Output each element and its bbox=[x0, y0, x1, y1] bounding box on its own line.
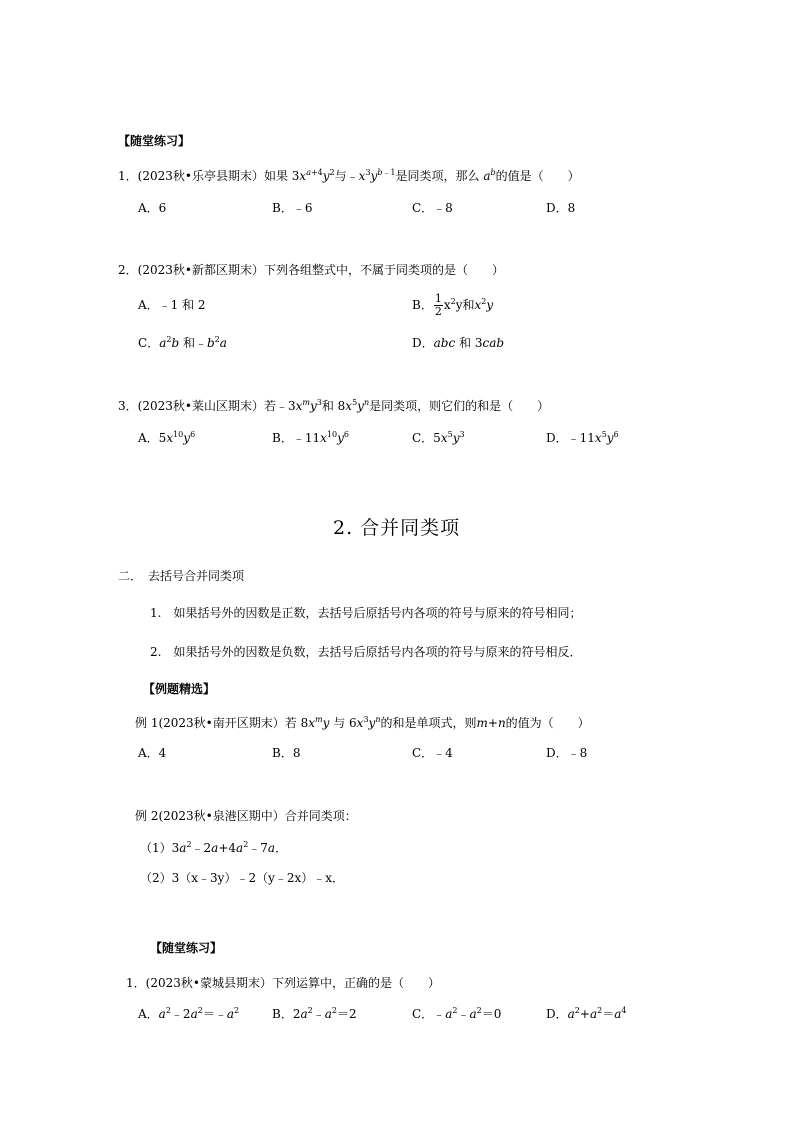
question-source: (2023秋•莱山区期末） bbox=[137, 399, 264, 413]
p2q1-option-b: B．$2a^2﹣a^2=2$ bbox=[272, 1006, 357, 1021]
question-source: (2023秋•泉港区期中） bbox=[158, 809, 285, 823]
ex1-option-c: C．﹣4 bbox=[412, 746, 453, 760]
question-2: 2．(2023秋•新都区期末）下列各组整式中，不属于同类项的是（ ） bbox=[118, 263, 504, 277]
q2-option-a: A．﹣1 和 2 bbox=[138, 298, 206, 312]
q2-option-b: B． $\frac{1}{2}$ $x^2y$和$x^2y$ bbox=[412, 292, 494, 318]
rule-1: 1. 如果括号外的因数是正数，去括号后原括号内各项的符号与原来的符号相同； bbox=[150, 606, 582, 620]
q1-option-c: C．﹣8 bbox=[412, 201, 453, 215]
practice2-question-1: 1．(2023秋•蒙城县期末）下列运算中，正确的是（ ） bbox=[126, 976, 440, 990]
question-1: 1．(2023秋•乐亭县期末）如果 $3x^{a+4}y^2$与$﹣x^3y^{b﹣1}$是同类项，那么 $a^b$的值是（ ） bbox=[118, 168, 580, 183]
q3-option-a: A．$5x^{10}y^6$ bbox=[138, 430, 196, 445]
examples-header: 【例题精选】 bbox=[143, 682, 216, 696]
practice-header: 【随堂练习】 bbox=[118, 134, 191, 148]
p2q1-option-a: A．$a^2﹣2a^2=﹣a^2$ bbox=[138, 1006, 240, 1021]
p2q1-option-d: D．$a^2+a^2=a^4$ bbox=[546, 1006, 627, 1021]
q2-option-c: C．$a^2b$ 和$﹣b^2a$ bbox=[138, 335, 227, 350]
question-source: (2023秋•乐亭县期末） bbox=[137, 169, 264, 183]
section-title: 2. 合并同类项 bbox=[333, 517, 461, 539]
q3-option-b: B．$﹣11x^{10}y^6$ bbox=[272, 430, 349, 445]
question-3: 3．(2023秋•莱山区期末）若$﹣3x^my^3$和 $8x^5y^n$是同类项，则它们的和是（ ） bbox=[118, 398, 550, 413]
ex1-option-b: B．8 bbox=[272, 746, 301, 760]
rule-2: 2. 如果括号外的因数是负数，去括号后原括号内各项的符号与原来的符号相反． bbox=[150, 645, 582, 659]
example-2: 例 2(2023秋•泉港区期中）合并同类项： bbox=[135, 809, 357, 823]
question-source: (2023秋•南开区期末） bbox=[158, 716, 285, 730]
question-source: (2023秋•蒙城县期末） bbox=[145, 976, 272, 990]
q3-option-c: C．$5x^5y^3$ bbox=[412, 430, 465, 445]
example-1: 例 1(2023秋•南开区期末）若 $8x^my$ 与 $6x^3y^n$的和是单项式，则m+n的值为（ ） bbox=[135, 715, 590, 730]
q1-option-a: A．6 bbox=[138, 201, 167, 215]
ex1-option-a: A．4 bbox=[138, 746, 167, 760]
practice-header-2: 【随堂练习】 bbox=[150, 941, 223, 955]
ex2-item-1: $(1)3a^2﹣2a+4a^2﹣7a$． bbox=[140, 840, 288, 855]
q1-option-b: B．﹣6 bbox=[272, 201, 313, 215]
q1-option-d: D．8 bbox=[546, 201, 576, 215]
ex2-item-2: （2）3（x﹣3y）﹣2（y﹣2x）﹣x． bbox=[140, 871, 345, 885]
question-source: (2023秋•新都区期末） bbox=[137, 263, 264, 277]
part-heading: 二． 去括号合并同类项 bbox=[118, 569, 245, 583]
q2-option-d: D．abc 和 3cab bbox=[412, 336, 505, 350]
q3-option-d: D．$﹣11x^5y^6$ bbox=[546, 430, 619, 445]
p2q1-option-c: C．$﹣a^2﹣a^2=0$ bbox=[412, 1006, 502, 1021]
ex1-option-d: D．﹣8 bbox=[546, 746, 588, 760]
fraction-one-half: $\frac{1}{2}$ bbox=[434, 292, 442, 318]
